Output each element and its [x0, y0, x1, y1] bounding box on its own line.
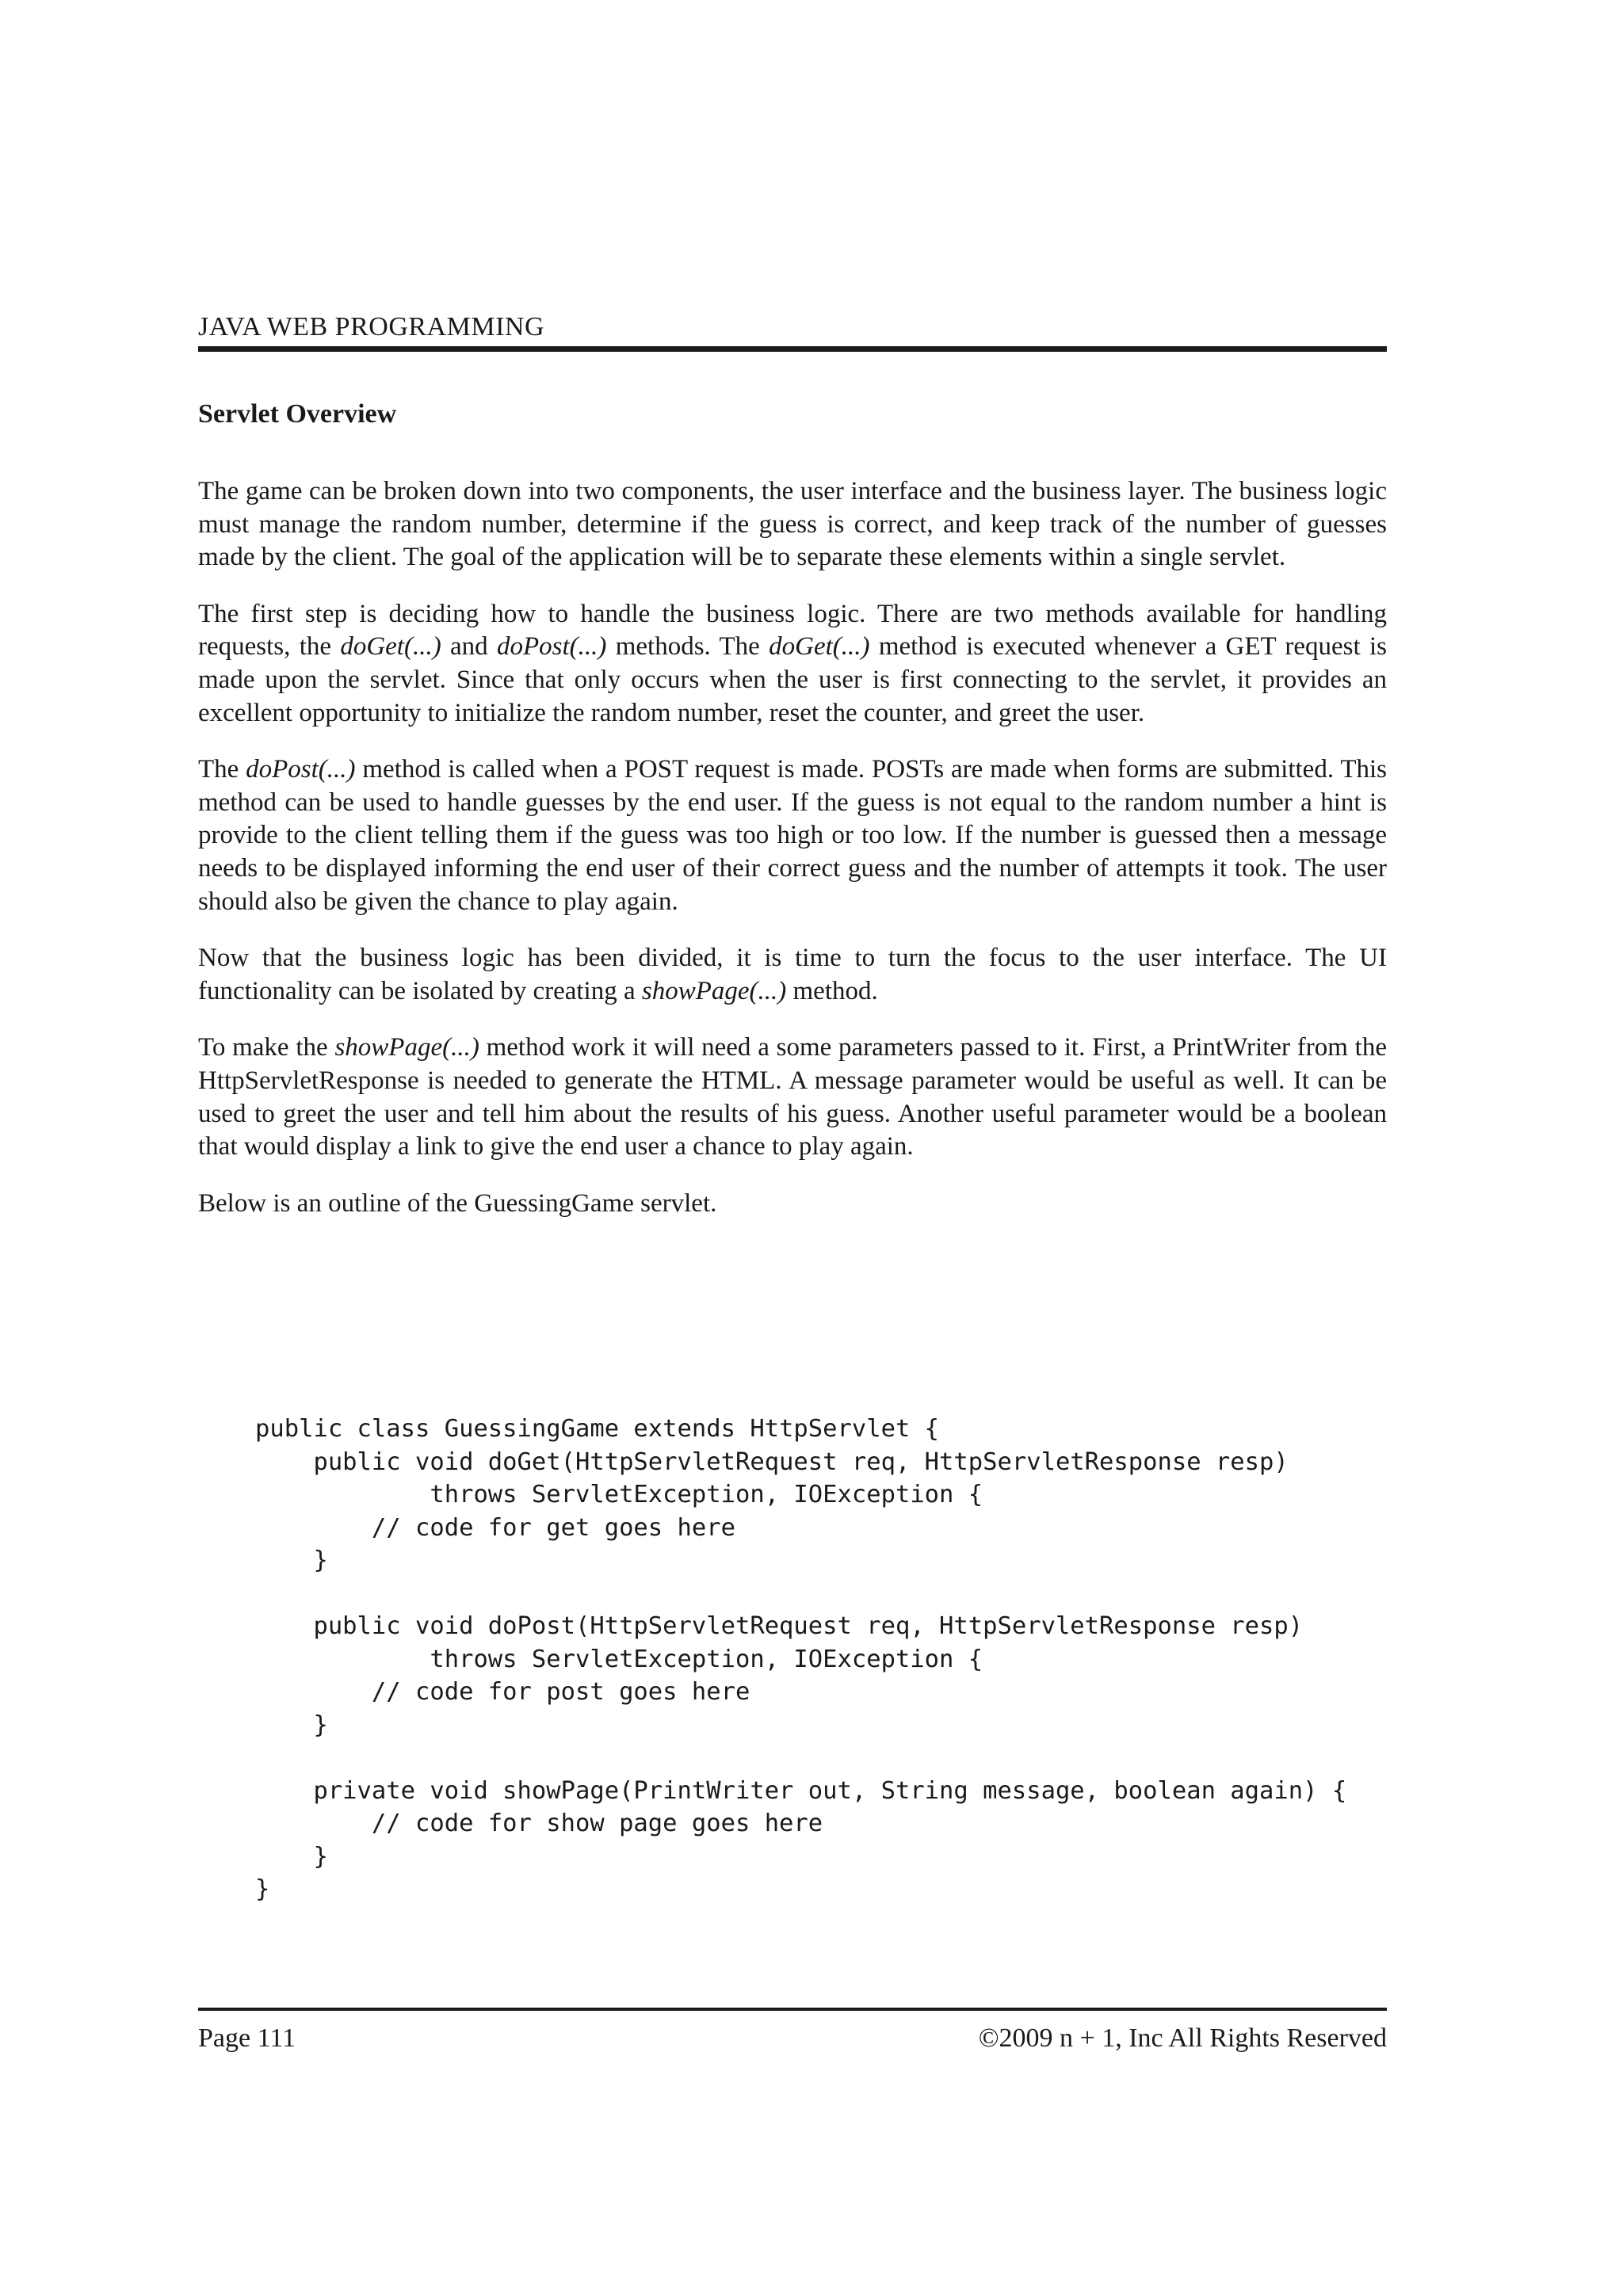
paragraph-3-text-2: method is called when a POST request is made. POSTs are made when forms are submitted. This method can be used to handle guesses by the end user. If the guess is not equal to the random number a hint is provide to the client telling them if the guess was too high or too low. If the number is guessed then a message needs to be displayed informing the end user of their correct guess and the number of attempts it took. The user should also be given the chance to play again.: [198, 755, 1387, 916]
paragraph-2-text-3: methods. The: [606, 632, 769, 662]
doget-method-ref: doGet(...): [340, 632, 441, 662]
dopost-method-ref: doPost(...): [497, 632, 607, 662]
paragraph-2-text-2: and: [441, 632, 497, 662]
paragraph-3-text-1: The: [198, 755, 246, 784]
paragraph-2-text-4: method is executed whenever a GET request is made upon the servlet. Since that only occurs when the user is first connecting to the servlet, it provides an excellent opportunity to initialize the random number, reset the counter, and greet the user.: [198, 632, 1388, 727]
paragraph-4: [198, 942, 1387, 1008]
paragraph-2: [198, 598, 1387, 730]
footer-rule: [198, 2008, 1387, 2011]
document-page: [198, 0, 1387, 2296]
showpage-method-ref: showPage(...): [641, 976, 787, 1005]
header-rule: [198, 346, 1387, 352]
paragraph-1: The game can be broken down into two components, the user interface and the business layer. The business logic must manage the random number, determine if the guess is correct, and keep track of the number of guesses made by the client. The goal of the application will be to separate these elements within a single servlet.: [198, 477, 1387, 572]
paragraph-3: [198, 753, 1387, 918]
section-title: Servlet Overview: [198, 399, 397, 429]
paragraph-2-text-1: The first step is deciding how to handle the business logic. There are two methods available for handling requests, the: [198, 599, 1387, 662]
copyright-notice: ©2009 n + 1, Inc All Rights Reserved: [978, 2023, 1387, 2053]
code-listing: public class GuessingGame extends HttpServlet { public void doGet(HttpServletRequest req, HttpServletResponse resp) throws ServletException, IOException { // code for get goes here } public void doPost(HttpServletRequest req, HttpServletResponse resp) throws ServletException, IOException { // code for post goes here } private void showPage(PrintWriter out, String message, boolean again) { // code for show page goes here } }: [255, 1415, 1347, 1903]
paragraph-5: [198, 1032, 1387, 1163]
paragraph-5-text-2: method work it will need a some parameters passed to it. First, a PrintWriter from the HttpServletResponse is needed to generate the HTML. A message parameter would be useful as well. It can be used to greet the user and tell him about the results of his guess. Another useful parameter would be a boolean that would display a link to give the end user a chance to play again.: [198, 1033, 1387, 1161]
page-number: Page 111: [198, 2023, 296, 2053]
running-header: JAVA WEB PROGRAMMING: [198, 312, 544, 341]
paragraph-4-text-2: method.: [786, 976, 878, 1005]
doget-method-ref-2: doGet(...): [769, 632, 870, 662]
showpage-method-ref-2: showPage(...): [334, 1033, 479, 1062]
paragraph-6: Below is an outline of the GuessingGame servlet.: [198, 1188, 717, 1218]
paragraph-5-text-1: To make the: [198, 1033, 335, 1062]
body-text: [198, 475, 1387, 1244]
paragraph-4-text-1: Now that the business logic has been divided, it is time to turn the focus to the user interface. The UI functionality can be isolated by creating a: [198, 944, 1387, 1005]
dopost-method-ref-2: doPost(...): [246, 755, 356, 784]
